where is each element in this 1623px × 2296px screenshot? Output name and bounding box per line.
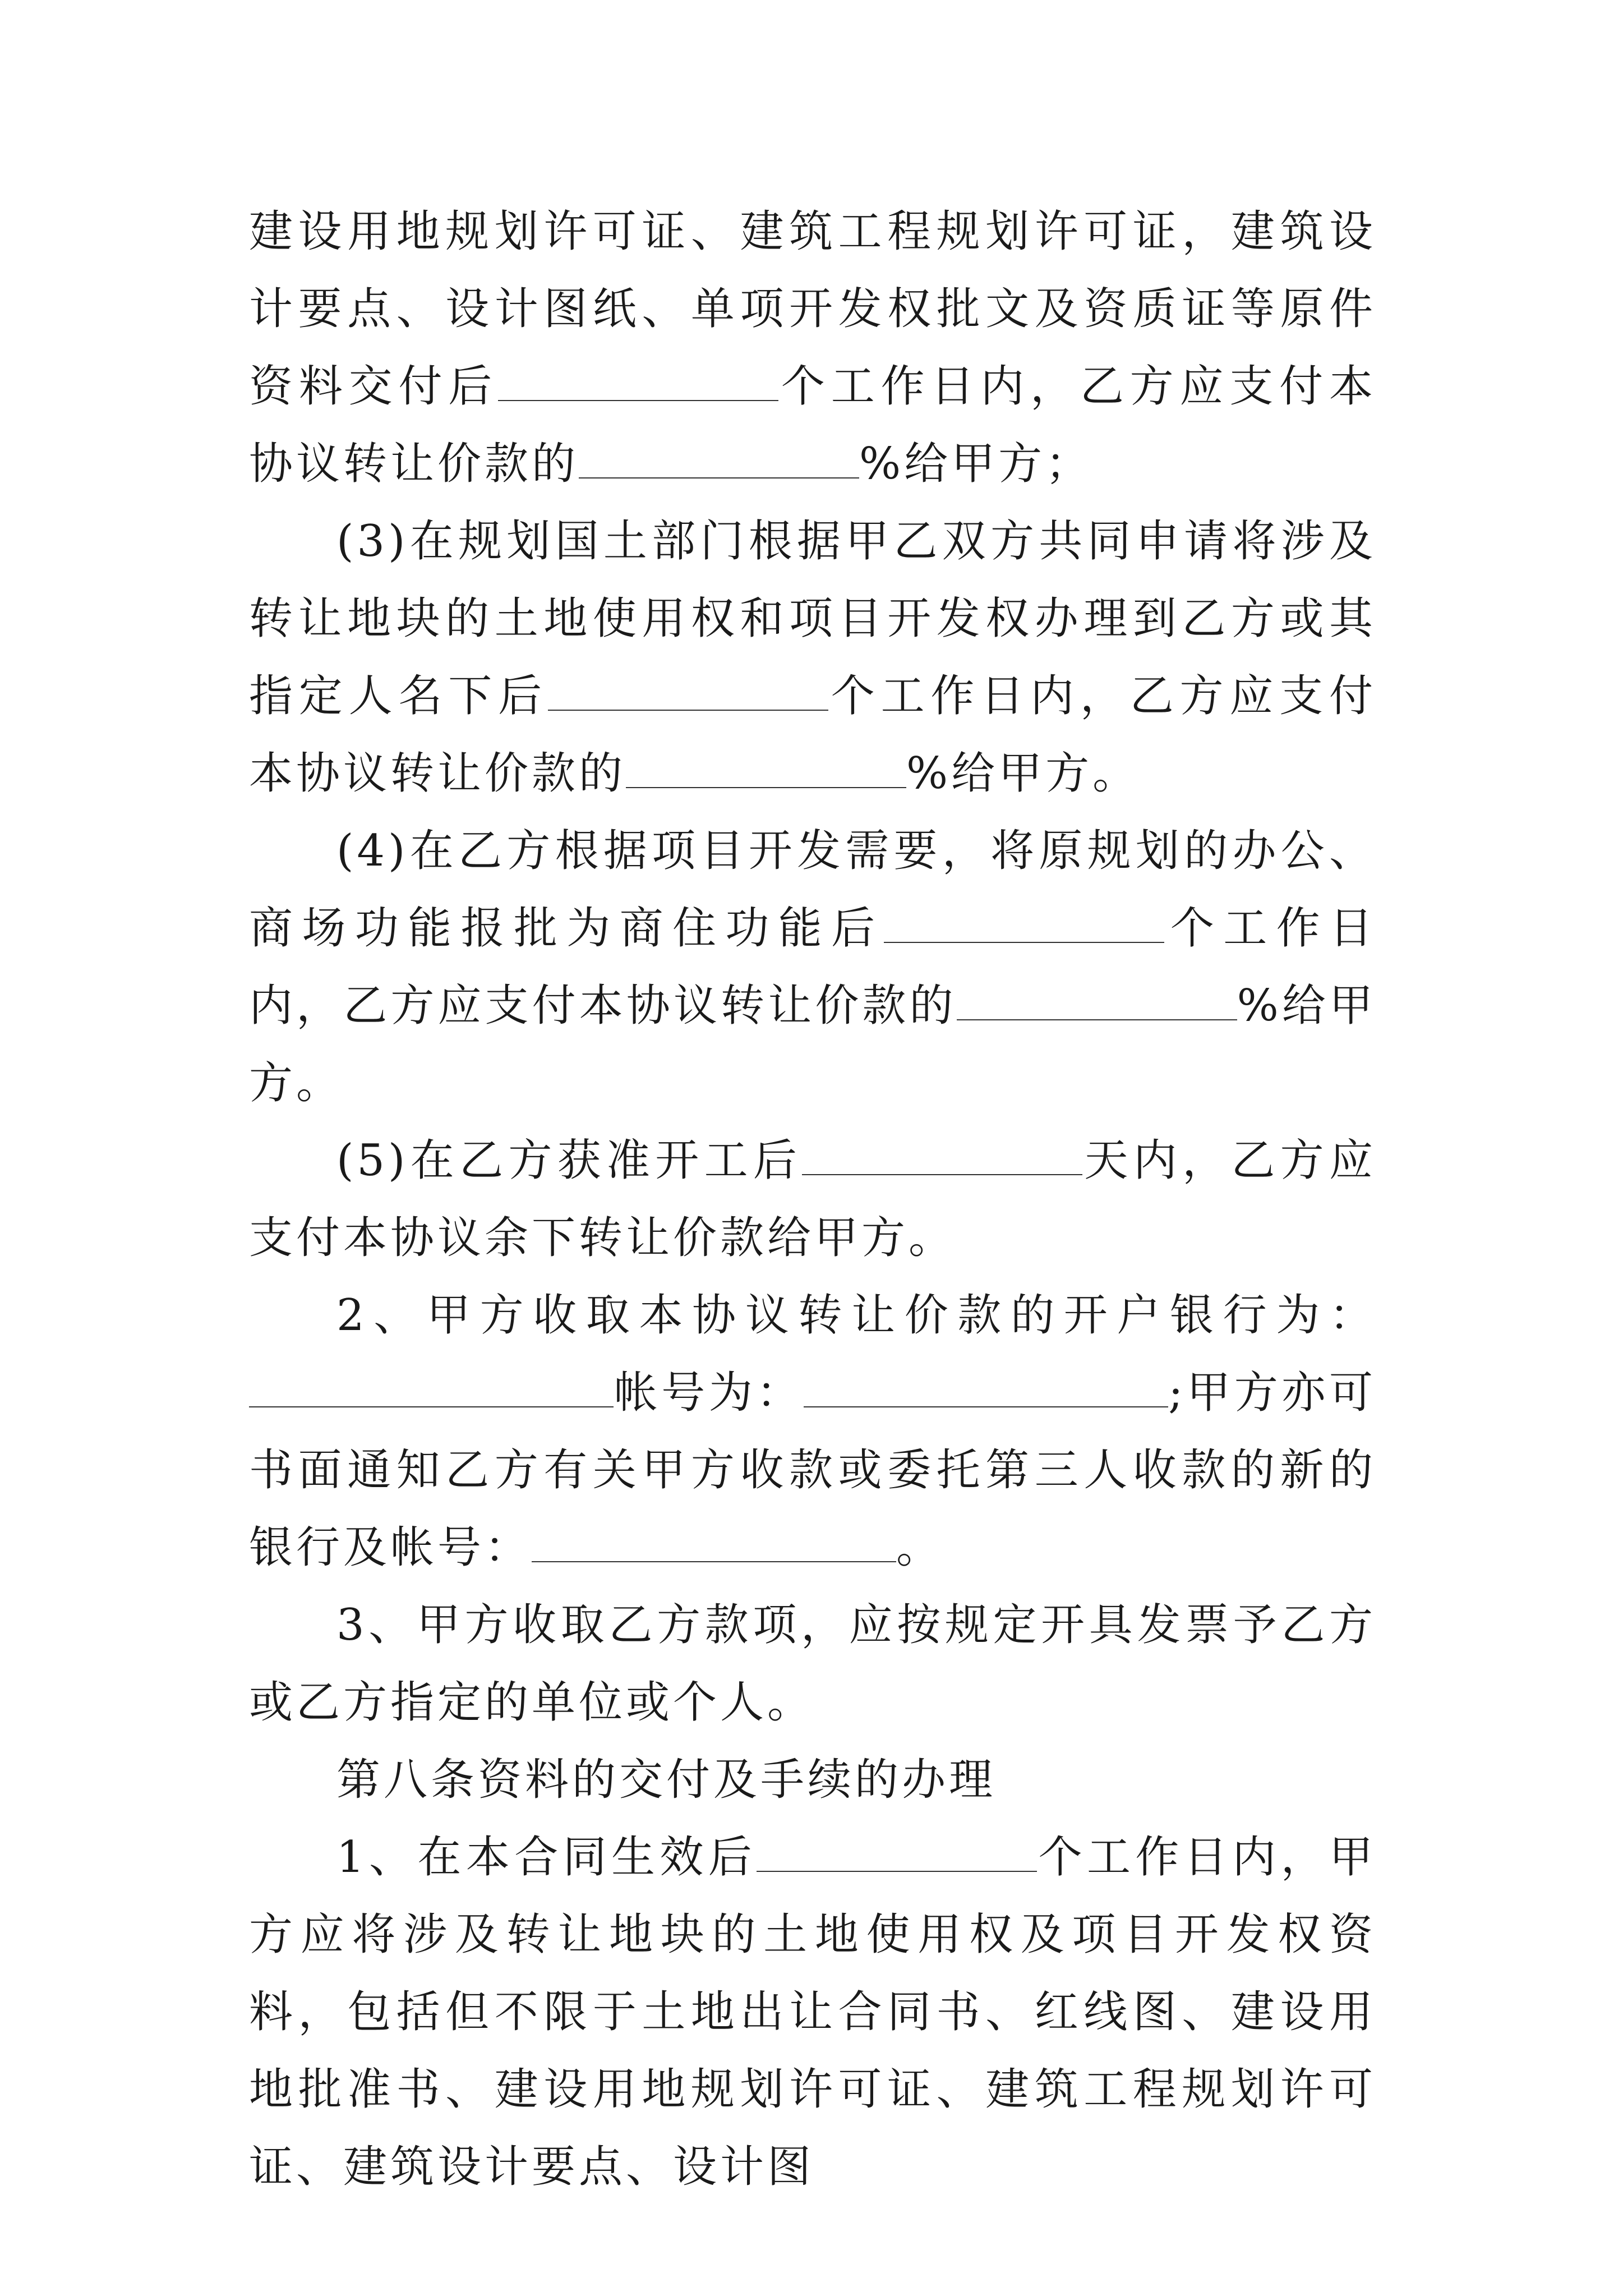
document-body <box>249 193 1376 2206</box>
paragraph-text: 建设用地规划许可证、建筑工程规划许可证，建筑设计要点、设计图纸、单项开发权批文及资质证等原件资料交付后 <box>249 206 1376 412</box>
paragraph-text: 2、甲方收取本协议转让价款的开户银行为： <box>336 1290 1376 1341</box>
paragraph-article-8 <box>249 1741 1376 1819</box>
paragraph-text: 帐号为： <box>614 1368 804 1418</box>
paragraph-item-3 <box>249 503 1376 812</box>
paragraph-text: 1、在本合同生效后 <box>336 1832 757 1883</box>
paragraph-text: 个工作日内，甲方应将涉及转让地块的土地使用权及项目开发权资料，包括但不限于土地出让合同书、红线图、建设用地批准书、建设用地规划许可证、建筑工程规划许可证、建筑设计要点、设计图 <box>249 1832 1376 2192</box>
fill-in-blank <box>532 1527 896 1562</box>
fill-in-blank <box>249 1373 614 1407</box>
paragraph-item-5 <box>249 1122 1376 1277</box>
paragraph-text: 3、甲方收取乙方款项，应按规定开具发票予乙方或乙方指定的单位或个人。 <box>249 1600 1376 1728</box>
fill-in-blank <box>884 908 1164 943</box>
paragraph-text: 个工作日内，乙方应支付本协议转让价款的 <box>249 903 1376 1031</box>
paragraph-text: %给甲方； <box>859 439 1093 489</box>
paragraph-continuation <box>249 193 1376 503</box>
paragraph-text: (4)在乙方根据项目开发需要，将原规划的办公、商场功能报批为商住功能后 <box>249 826 1376 954</box>
paragraph-item-4 <box>249 812 1376 1122</box>
fill-in-blank <box>579 444 859 478</box>
fill-in-blank <box>957 986 1237 1020</box>
paragraph-text: 。 <box>896 1522 944 1573</box>
fill-in-blank <box>802 1140 1082 1175</box>
fill-in-blank <box>804 1373 1168 1407</box>
fill-in-blank <box>626 753 906 788</box>
paragraph-article-8-1 <box>249 1819 1376 2206</box>
paragraph-text: (3)在规划国土部门根据甲乙双方共同申请将涉及转让地块的土地使用权和项目开发权办理到乙方或其指定人名下后 <box>249 516 1376 721</box>
paragraph-text: %给甲方。 <box>906 748 1140 799</box>
fill-in-blank <box>548 676 828 711</box>
paragraph-text: 第八条资料的交付及手续的办理 <box>336 1755 997 1805</box>
paragraph-text: %给甲方。 <box>249 981 1376 1108</box>
paragraph-text: 个工作日内，乙方应支付本协议转让价款的 <box>249 361 1376 489</box>
paragraph-clause-3 <box>249 1586 1376 1741</box>
fill-in-blank <box>498 366 778 401</box>
paragraph-text: 个工作日内，乙方应支付本协议转让价款的 <box>249 671 1376 799</box>
fill-in-blank <box>757 1837 1037 1872</box>
paragraph-text: (5)在乙方获准开工后 <box>336 1135 803 1186</box>
paragraph-text: 天内，乙方应支付本协议余下转让价款给甲方。 <box>249 1135 1376 1263</box>
paragraph-text: ;甲方亦可书面通知乙方有关甲方收款或委托第三人收款的新的银行及帐号： <box>249 1368 1376 1573</box>
paragraph-clause-2 <box>249 1277 1376 1586</box>
